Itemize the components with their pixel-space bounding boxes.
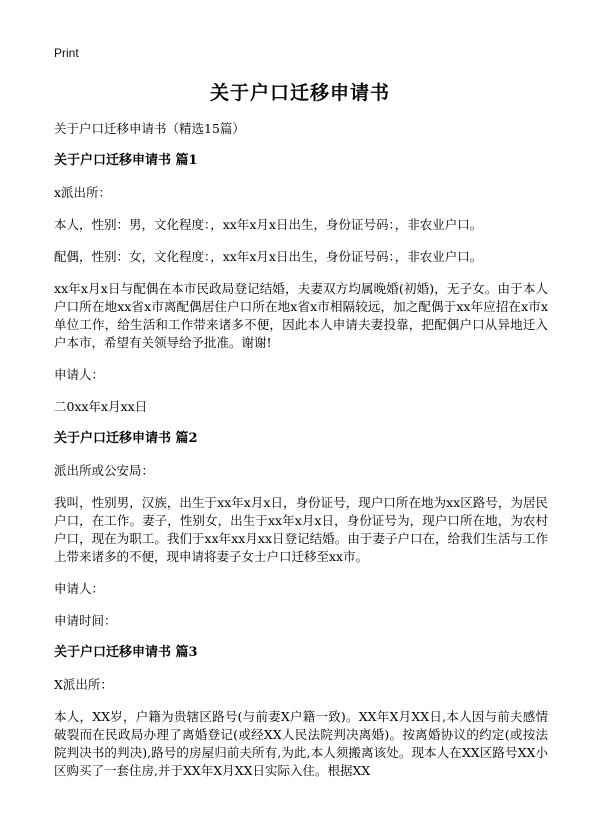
document-body [54,120,548,794]
section-1 [54,152,548,416]
date-line: 二0xx年x月xx日 [54,399,148,414]
section-heading: 关于户口迁移申请书 篇2 [54,431,198,446]
section-2 [54,430,548,630]
section-3 [54,644,548,780]
paragraph: 配偶，性别：女，文化程度：，xx年x月x日出生，身份证号码：，非农业户口。 [54,249,483,264]
paragraph: 本人，性别：男，文化程度：，xx年x月x日出生，身份证号码：，非农业户口。 [54,217,483,232]
salutation: 派出所或公安局： [54,463,155,478]
salutation: X派出所： [54,677,113,692]
section-heading: 关于户口迁移申请书 篇3 [54,645,198,660]
paragraph: 我叫，性别男，汉族，出生于xx年x月x日，身份证号，现户口所在地为xx区路号，为居民户口，在工作。妻子，性别女，出生于xx年x月x日，身份证号为，现户口所在地，为农村户口，现在为职工。我们于xx年xx月xx日登记结婚。由于妻子户口在，给我们生活与工作上带来诸多的不便，现申请将妻子女士户口迁移至xx市。 [54,495,548,564]
application-time-line: 申请时间： [54,613,117,628]
paragraph: xx年x月x日与配偶在本市民政局登记结婚，夫妻双方均属晚婚(初婚)，无子女。由于本人户口所在地xx省x市离配偶居住户口所在地x省x市相隔较远，加之配偶于xx年应招在x市x单位工作，给生活和工作带来诸多不便，因此本人申请夫妻投靠，把配偶户口从异地迁入户本市，希望有关领导给予批准。谢谢! [54,281,548,350]
applicant-line: 申请人： [54,367,105,382]
document-title: 关于户口迁移申请书 [209,82,390,104]
section-heading: 关于户口迁移申请书 篇1 [54,153,198,168]
salutation: x派出所： [54,185,112,200]
applicant-line: 申请人： [54,581,105,596]
print-link[interactable]: Print [54,46,79,60]
document-subtitle: 关于户口迁移申请书（精选15篇） [54,121,245,136]
paragraph: 本人，XX岁，户籍为贵辖区路号(与前妻X户籍一致)。XX年X月XX日,本人因与前夫感情破裂而在民政局办理了离婚登记(或经XX人民法院判决离婚)。按离婚协议的约定(或按法院判决书的判决),路号的房屋归前夫所有,为此,本人须搬离该处。现本人在XX区路号XX小区购买了一套住房,并于XX年X月XX日实际入住。根据XX [54,709,548,778]
